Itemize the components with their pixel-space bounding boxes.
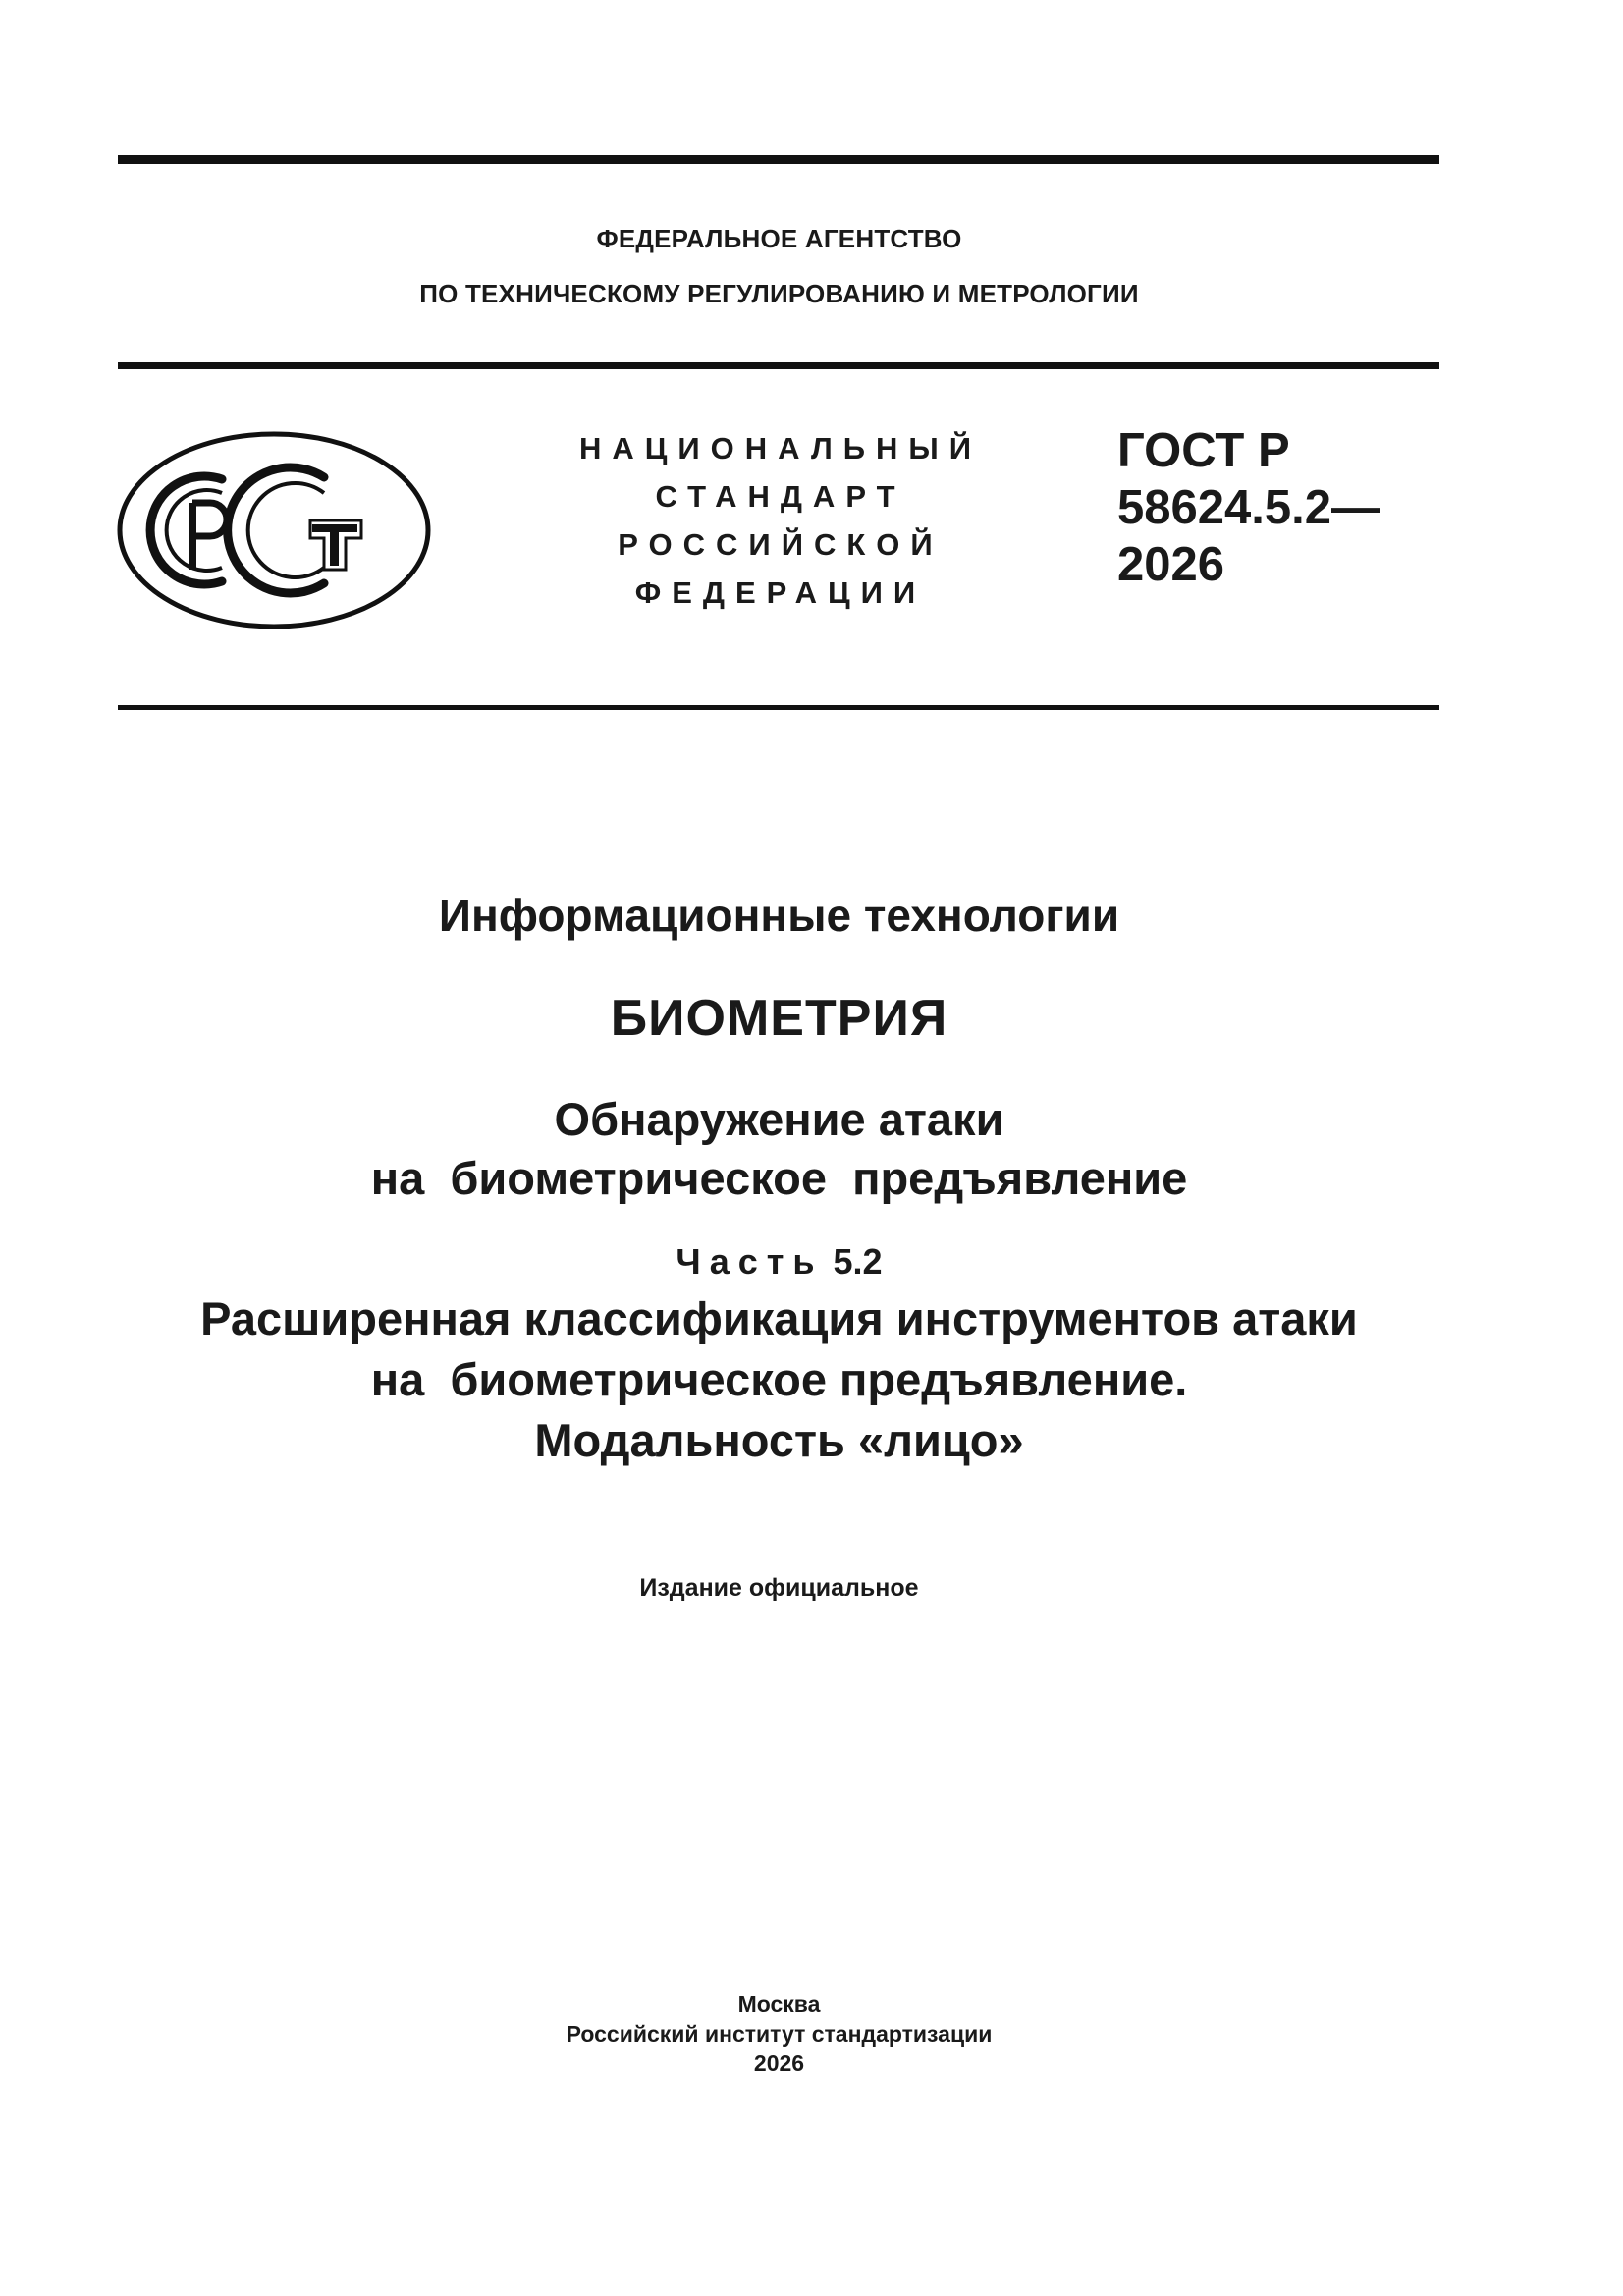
standard-type-line2: СТАНДАРТ [655, 479, 906, 514]
part-title [0, 1288, 1558, 1471]
top-rule [118, 155, 1439, 164]
field-title: Информационные технологии [438, 890, 1120, 941]
part-label [0, 1241, 1558, 1283]
subtitle-line1: Обнаружение атаки [554, 1093, 1004, 1145]
agency-name-line1: ФЕДЕРАЛЬНОЕ АГЕНТСТВО [596, 224, 962, 253]
header-bottom-rule [118, 705, 1439, 710]
main-title: БИОМЕТРИЯ [610, 990, 948, 1047]
standard-type-label [550, 424, 1011, 617]
standard-type-line3: РОССИЙСКОЙ [618, 527, 944, 562]
header-divider [118, 362, 1439, 369]
imprint-year: 2026 [753, 2050, 805, 2076]
standard-type-line1: НАЦИОНАЛЬНЫЙ [578, 431, 983, 465]
part-title-line2: на биометрическое предъявление. [370, 1353, 1188, 1405]
agency-name-line2: ПО ТЕХНИЧЕСКОМУ РЕГУЛИРОВАНИЮ И МЕТРОЛОГИИ [419, 279, 1139, 308]
part-word: Часть [676, 1241, 824, 1282]
standard-designation [1117, 422, 1451, 593]
imprint [0, 1990, 1558, 2078]
part-number: 5.2 [833, 1241, 883, 1282]
rst-conformity-mark-icon [116, 430, 432, 630]
designation-line3: 2026 [1117, 538, 1225, 591]
designation-line2: 58624.5.2— [1117, 481, 1380, 534]
imprint-publisher: Российский институт стандартизации [566, 2021, 993, 2047]
imprint-city: Москва [737, 1992, 821, 2017]
subtitle-line2: на биометрическое предъявление [370, 1152, 1188, 1204]
subtitle [0, 1090, 1558, 1208]
part-title-line3: Модальность «лицо» [534, 1414, 1024, 1466]
standard-type-line4: ФЕДЕРАЦИИ [634, 575, 927, 610]
designation-line1: ГОСТ Р [1117, 424, 1290, 477]
part-title-line1: Расширенная классификация инструментов атаки [200, 1292, 1358, 1344]
edition-label: Издание официальное [639, 1574, 919, 1602]
